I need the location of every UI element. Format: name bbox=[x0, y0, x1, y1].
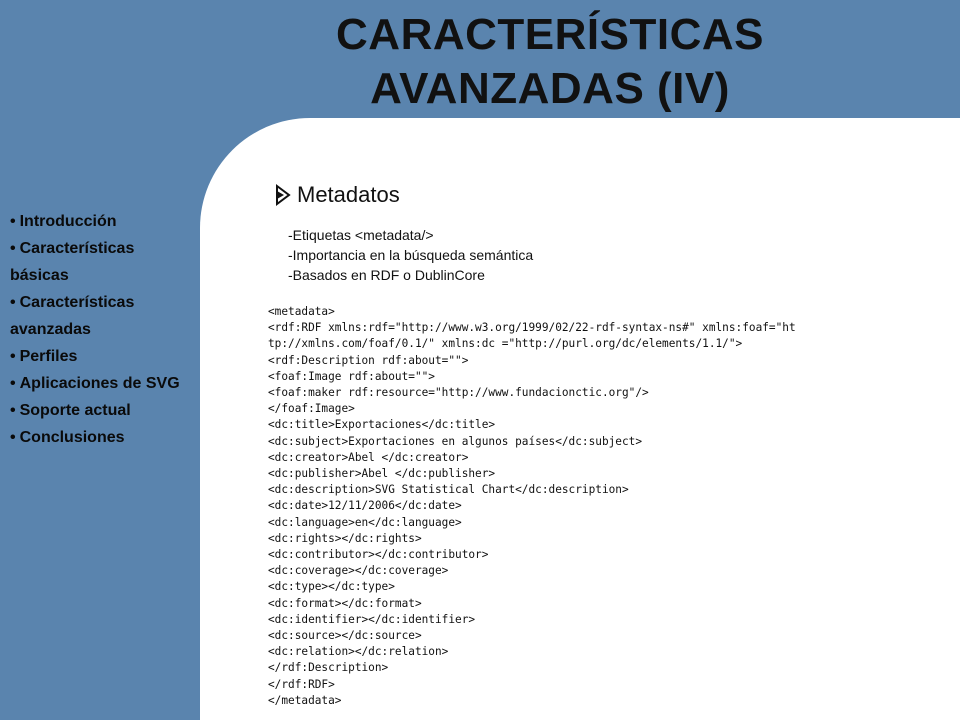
arrow-bullet-icon bbox=[275, 184, 293, 206]
note-item: -Etiquetas <metadata/> bbox=[288, 227, 434, 243]
code-block bbox=[268, 304, 798, 709]
code-line: <foaf:Image rdf:about=""> bbox=[268, 369, 435, 383]
code-line: </rdf:Description> bbox=[268, 661, 389, 675]
sidebar-item-introduccion[interactable]: • Introducción bbox=[10, 213, 117, 230]
code-line: <dc:date>12/11/2006</dc:date> bbox=[268, 499, 462, 513]
note-item: -Basados en RDF o DublinCore bbox=[288, 267, 485, 283]
sidebar-item-soporte-actual[interactable]: • Soporte actual bbox=[10, 402, 131, 419]
sidebar-item-label: Perfiles bbox=[19, 348, 78, 365]
sidebar-nav bbox=[10, 208, 195, 451]
slide-title bbox=[230, 8, 870, 116]
code-line: <dc:description>SVG Statistical Chart</dc:description> bbox=[268, 483, 629, 497]
code-line: </foaf:Image> bbox=[268, 402, 355, 416]
code-line: <dc:publisher>Abel </dc:publisher> bbox=[268, 467, 496, 481]
slide-title-line: AVANZADAS (IV) bbox=[370, 64, 730, 113]
sidebar-item-label: Características básicas bbox=[10, 240, 135, 284]
code-line: <rdf:Description rdf:about=""> bbox=[268, 353, 469, 367]
notes-list bbox=[288, 225, 533, 285]
code-line: </rdf:RDF> bbox=[268, 677, 335, 691]
code-line: </metadata> bbox=[268, 693, 342, 707]
code-line: <dc:format></dc:format> bbox=[268, 596, 422, 610]
code-line: <dc:identifier></dc:identifier> bbox=[268, 612, 476, 626]
sidebar-item-label: Introducción bbox=[19, 213, 117, 230]
code-line: <dc:relation></dc:relation> bbox=[268, 645, 449, 659]
sidebar-item-perfiles[interactable]: • Perfiles bbox=[10, 348, 78, 365]
section-label: Metadatos bbox=[297, 182, 400, 207]
code-line: <dc:subject>Exportaciones en algunos países</dc:subject> bbox=[268, 434, 643, 448]
sidebar-item-caracteristicas-avanzadas[interactable]: • Características avanzadas bbox=[10, 294, 135, 338]
code-line: <dc:title>Exportaciones</dc:title> bbox=[268, 418, 496, 432]
code-line: <dc:source></dc:source> bbox=[268, 629, 422, 643]
sidebar-item-aplicaciones-svg[interactable]: • Aplicaciones de SVG bbox=[10, 375, 180, 392]
code-line: <foaf:maker rdf:resource="http://www.fundacionctic.org"/> bbox=[268, 386, 649, 400]
code-line: <metadata> bbox=[268, 305, 335, 318]
section-heading bbox=[275, 182, 400, 208]
code-line: <rdf:RDF xmlns:rdf="http://www.w3.org/1999/02/22-rdf-syntax-ns#" xmlns:foaf="http://xmlns.com/foaf/0.1/" xmlns:dc ="http://purl.org/dc/elements/1.1/"> bbox=[268, 321, 796, 351]
note-item: -Importancia en la búsqueda semántica bbox=[288, 247, 534, 263]
sidebar-item-label: Soporte actual bbox=[19, 402, 131, 419]
code-line: <dc:contributor></dc:contributor> bbox=[268, 548, 489, 562]
code-line: <dc:coverage></dc:coverage> bbox=[268, 564, 449, 578]
sidebar-item-caracteristicas-basicas[interactable]: • Características básicas bbox=[10, 240, 135, 284]
sidebar-item-conclusiones[interactable]: • Conclusiones bbox=[10, 429, 125, 446]
slide-title-line: CARACTERÍSTICAS bbox=[336, 10, 764, 59]
code-line: <dc:rights></dc:rights> bbox=[268, 531, 422, 545]
code-line: <dc:creator>Abel </dc:creator> bbox=[268, 450, 469, 464]
sidebar-item-label: Conclusiones bbox=[19, 429, 125, 446]
code-line: <dc:language>en</dc:language> bbox=[268, 515, 462, 529]
sidebar-item-label: Características avanzadas bbox=[10, 294, 135, 338]
code-line: <dc:type></dc:type> bbox=[268, 580, 395, 594]
sidebar-item-label: Aplicaciones de SVG bbox=[19, 375, 180, 392]
